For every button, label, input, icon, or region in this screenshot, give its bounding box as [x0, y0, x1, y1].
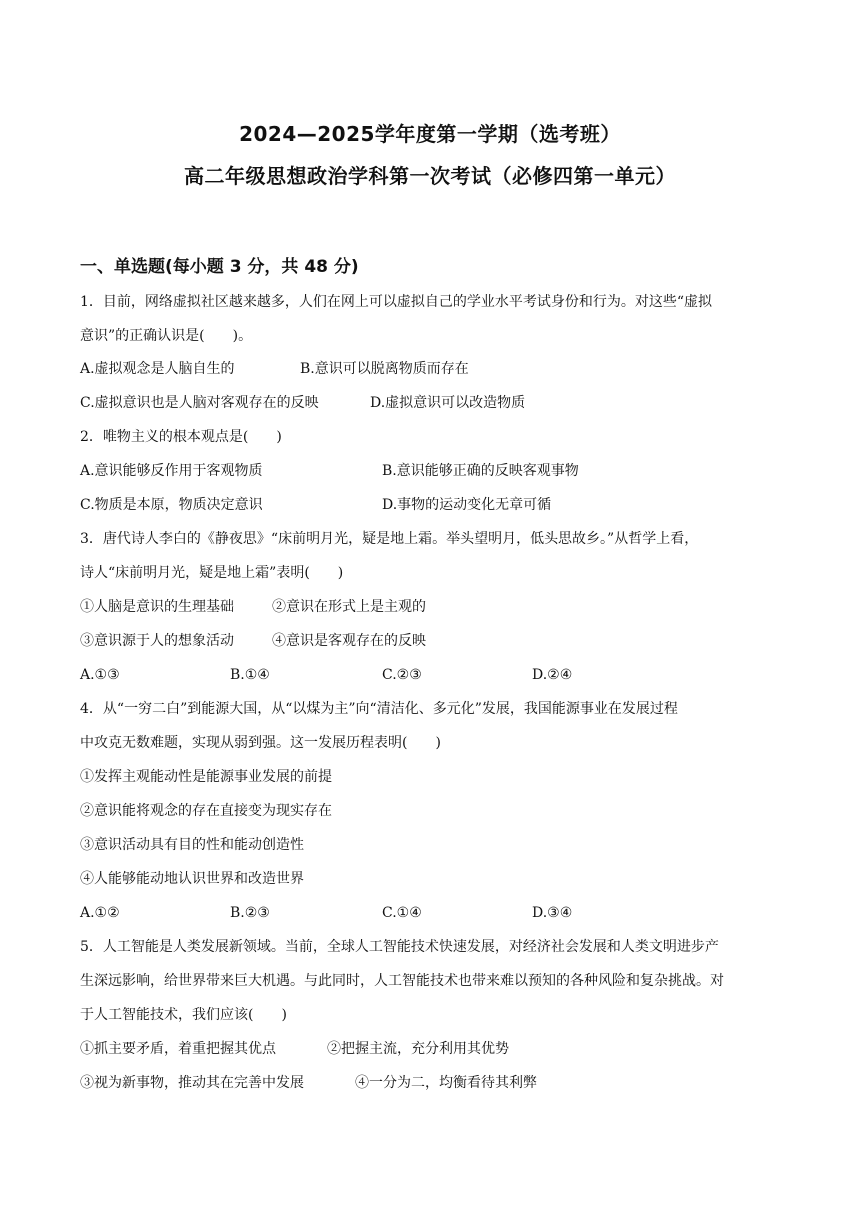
q2-option-c: C.物质是本原，物质决定意识 [80, 497, 263, 513]
q3-option-d: D.②④ [532, 667, 573, 683]
q3-option-c: C.②③ [382, 667, 422, 683]
q4-item-2: ②意识能将观念的存在直接变为现实存在 [80, 803, 332, 819]
q4-item-1: ①发挥主观能动性是能源事业发展的前提 [80, 769, 332, 785]
q4-option-d: D.③④ [532, 905, 573, 921]
q4-item-4: ④人能够能动地认识世界和改造世界 [80, 871, 304, 887]
q1-stem-line1: 1．目前，网络虚拟社区越来越多，人们在网上可以虚拟自己的学业水平考试身份和行为。对这些“虚拟 [80, 294, 713, 310]
q4-option-a: A.①② [80, 905, 120, 921]
q1-option-b: B.意识可以脱离物质而存在 [300, 361, 469, 377]
q2-option-d: D.事物的运动变化无章可循 [382, 497, 552, 513]
section-heading-single-choice: 一、单选题(每小题 3 分，共 48 分) [80, 257, 359, 277]
q5-item-3: ③视为新事物，推动其在完善中发展 [80, 1075, 304, 1091]
q3-option-b: B.①④ [230, 667, 270, 683]
q4-stem-line2: 中攻克无数难题，实现从弱到强。这一发展历程表明( ) [80, 735, 441, 751]
q1-option-d: D.虚拟意识可以改造物质 [370, 395, 526, 411]
q5-stem-line2: 生深远影响，给世界带来巨大机遇。与此同时，人工智能技术也带来难以预知的各种风险和复杂挑战。对 [80, 973, 724, 989]
q1-stem-line2: 意识”的正确认识是( )。 [80, 328, 253, 344]
q3-item-1: ①人脑是意识的生理基础 [80, 599, 234, 615]
q4-stem-line1: 4．从“一穷二白”到能源大国，从“以煤为主”向“清洁化、多元化”发展，我国能源事业在发展过程 [80, 701, 678, 717]
q4-option-c: C.①④ [382, 905, 422, 921]
q3-item-3: ③意识源于人的想象活动 [80, 633, 234, 649]
q5-item-1: ①抓主要矛盾，着重把握其优点 [80, 1041, 276, 1057]
q1-option-a: A.虚拟观念是人脑自生的 [80, 361, 235, 377]
q3-option-a: A.①③ [80, 667, 120, 683]
q5-item-4: ④一分为二，均衡看待其利弊 [355, 1075, 537, 1091]
exam-title-line1: 2024—2025学年度第一学期（选考班） [239, 122, 621, 146]
q5-stem-line1: 5．人工智能是人类发展新领域。当前，全球人工智能技术快速发展，对经济社会发展和人类文明进步产 [80, 939, 719, 955]
q2-option-b: B.意识能够正确的反映客观事物 [382, 463, 579, 479]
q3-stem-line2: 诗人“床前明月光，疑是地上霜”表明( ) [80, 565, 344, 581]
q5-item-2: ②把握主流，充分利用其优势 [327, 1041, 509, 1057]
q3-item-2: ②意识在形式上是主观的 [272, 599, 426, 615]
q2-stem-line1: 2．唯物主义的根本观点是( ) [80, 429, 282, 445]
q5-stem-line3: 于人工智能技术，我们应该( ) [80, 1007, 287, 1023]
q3-item-4: ④意识是客观存在的反映 [272, 633, 426, 649]
q3-stem-line1: 3．唐代诗人李白的《静夜思》“床前明月光，疑是地上霜。举头望明月，低头思故乡。”从哲学上看， [80, 531, 699, 547]
q1-option-c: C.虚拟意识也是人脑对客观存在的反映 [80, 395, 319, 411]
exam-title-line2: 高二年级思想政治学科第一次考试（必修四第一单元） [184, 164, 676, 188]
q2-option-a: A.意识能够反作用于客观物质 [80, 463, 263, 479]
q4-item-3: ③意识活动具有目的性和能动创造性 [80, 837, 304, 853]
q4-option-b: B.②③ [230, 905, 270, 921]
